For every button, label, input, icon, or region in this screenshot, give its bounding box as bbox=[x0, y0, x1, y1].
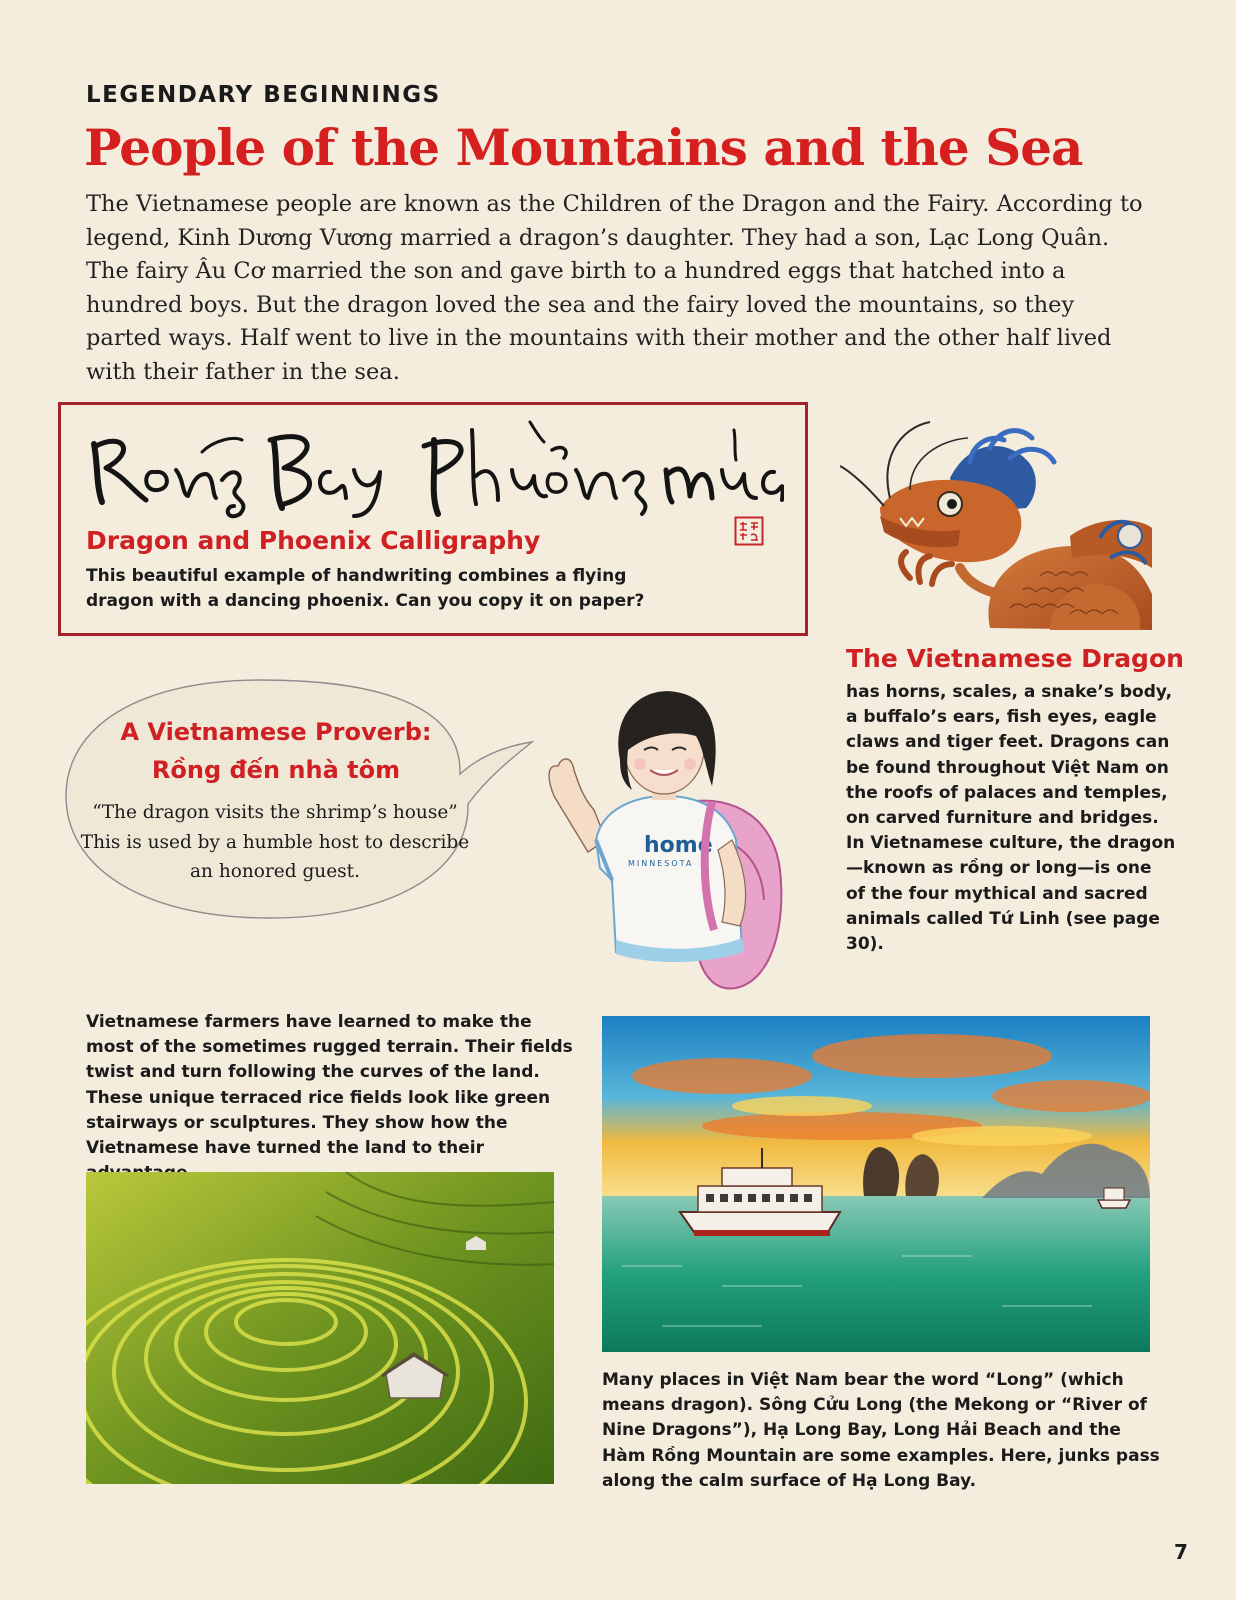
page-title: People of the Mountains and the Sea bbox=[84, 118, 1083, 177]
intro-paragraph: The Vietnamese people are known as the Children of the Dragon and the Fairy. According to legend, Kinh Dương Vương married a dragon’s daughter. They had a son, Lạc Long Quân. The fairy Âu Cơ married the son and gave birth to a hundred eggs that hatched into a hundred boys. But the dragon loved the sea and the fairy loved the mountains, so they parted ways. Half went to live in the mountains with their mother and the other half lived with their father in the sea. bbox=[86, 191, 1143, 385]
calligraphy-title: Dragon and Phoenix Calligraphy bbox=[86, 526, 541, 555]
calligraphy-artwork bbox=[84, 410, 784, 522]
ha-long-bay-image bbox=[602, 1016, 1150, 1352]
shirt-minnesota-text: MINNESOTA bbox=[628, 859, 694, 868]
calligraphy-caption: This beautiful example of handwriting combines a flying dragon with a dancing phoenix. Can you copy it on paper? bbox=[86, 566, 645, 611]
proverb-translation: “The dragon visits the shrimp’s house” bbox=[92, 802, 458, 823]
rice-terraces-image bbox=[86, 1172, 554, 1484]
proverb-heading: A Vietnamese Proverb: bbox=[120, 718, 432, 746]
girl-with-backpack-illustration bbox=[536, 690, 804, 998]
dragon-statue-image bbox=[840, 418, 1152, 630]
page-number: 7 bbox=[1174, 1540, 1188, 1564]
ha-long-bay-caption: Many places in Việt Nam bear the word “Long” (which means dragon). Sông Cửu Long (the Mekong or “River of Nine Dragons”), Hạ Long Bay, Long Hải Beach and the Hàm Rồng Mountain are some examples. Here, junks pass along the calm surface of Hạ Long Bay. bbox=[602, 1370, 1160, 1491]
dragon-description: has horns, scales, a snake’s body, a buffalo’s ears, fish eyes, eagle claws and tiger feet. Dragons can be found throughout Việt Nam on the roofs of palaces and temples, on carved furniture and bridges. In Vietnamese culture, the dragon—known as rồng or long—is one of the four mythical and sacred animals called Tứ Linh (see page 30). bbox=[846, 682, 1176, 955]
proverb-meaning: This is used by a humble host to describe an honored guest. bbox=[80, 831, 470, 882]
section-kicker: LEGENDARY BEGINNINGS bbox=[86, 82, 441, 108]
seal-stamp-icon bbox=[734, 516, 764, 546]
proverb-phrase: Rồng đến nhà tôm bbox=[151, 756, 401, 784]
rice-terrace-caption: Vietnamese farmers have learned to make the most of the sometimes rugged terrain. Their fields twist and turn following the curves of the land. These unique terraced rice fields look like green stairways or sculptures. They show how the Vietnamese have turned the land to their bbox=[86, 1012, 573, 1159]
shirt-home-text: home bbox=[644, 833, 713, 858]
proverb-explanation bbox=[80, 798, 470, 887]
dragon-title: The Vietnamese Dragon bbox=[846, 644, 1184, 673]
